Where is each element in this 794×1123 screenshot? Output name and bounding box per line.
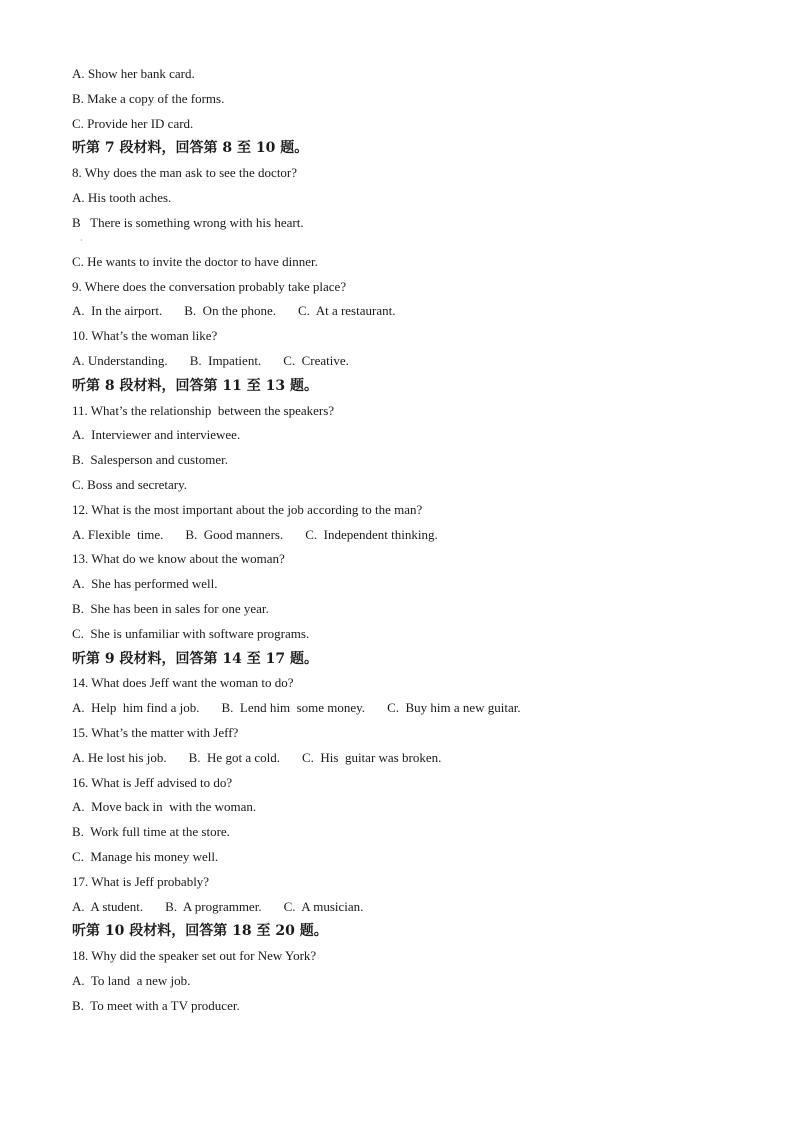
section-heading: 听第 10 段材料，回答第 18 至 20 题。 bbox=[72, 923, 328, 940]
answer-option: A. Show her bank card. bbox=[72, 66, 195, 81]
answer-option: A. His tooth aches. bbox=[72, 189, 172, 205]
answer-options-row bbox=[72, 746, 752, 771]
section-heading: 听第 7 段材料，回答第 8 至 10 题。 bbox=[72, 140, 309, 157]
answer-option: C. Buy him a new guitar. bbox=[387, 700, 521, 716]
answer-option: B. Make a copy of the forms. bbox=[72, 90, 225, 106]
answer-option: B. She has been in sales for one year. bbox=[72, 600, 269, 616]
answer-options-row bbox=[72, 895, 752, 920]
stray-dot: · bbox=[80, 236, 83, 245]
section-heading: 听第 9 段材料，回答第 14 至 17 题。 bbox=[72, 650, 318, 667]
question-text: 14. What does Jeff want the woman to do? bbox=[72, 675, 294, 691]
section-heading: 听第 8 段材料，回答第 11 至 13 题。 bbox=[72, 377, 318, 394]
answer-option: B. Salesperson and customer. bbox=[72, 452, 228, 468]
question-text: 13. What do we know about the woman? bbox=[72, 551, 285, 567]
answer-option: B. To meet with a TV producer. bbox=[72, 997, 240, 1013]
answer-option: C. His guitar was broken. bbox=[301, 749, 442, 765]
answer-option: B. Good manners. bbox=[185, 526, 284, 542]
question-text: 11. What’s the relationship between the speakers? bbox=[72, 402, 335, 418]
question-text: 9. Where does the conversation probably take place? bbox=[72, 278, 347, 294]
question-text: 8. Why does the man ask to see the doctor? bbox=[72, 165, 298, 181]
answer-option: A. He lost his job. bbox=[72, 749, 167, 765]
answer-option: C. Manage his money well. bbox=[72, 848, 219, 864]
answer-option: A. Interviewer and interviewee. bbox=[72, 427, 241, 443]
answer-option: B. Impatient. bbox=[189, 352, 262, 368]
answer-options-row bbox=[72, 349, 752, 374]
answer-option: B. He got a cold. bbox=[188, 749, 280, 765]
answer-option: C. Boss and secretary. bbox=[72, 476, 188, 492]
answer-options-row bbox=[72, 523, 752, 548]
answer-option: B There is something wrong with his heart. bbox=[72, 214, 304, 230]
question-text: 16. What is Jeff advised to do? bbox=[72, 774, 233, 790]
answer-option: A. She has performed well. bbox=[72, 576, 218, 592]
answer-option: A. A student. bbox=[72, 898, 144, 914]
answer-option: B. Work full time at the store. bbox=[72, 824, 230, 840]
answer-option: C. A musician. bbox=[283, 898, 364, 914]
answer-option: A. Move back in with the woman. bbox=[72, 799, 257, 815]
document-page bbox=[72, 62, 752, 1018]
answer-options-row bbox=[72, 696, 752, 721]
answer-option: B. Lend him some money. bbox=[221, 700, 366, 716]
answer-option: B. On the phone. bbox=[184, 303, 276, 319]
answer-option: B. A programmer. bbox=[165, 898, 262, 914]
answer-option: A. Understanding. bbox=[72, 352, 168, 368]
question-text: 18. Why did the speaker set out for New York? bbox=[72, 948, 317, 964]
answer-option: A. Help him find a job. bbox=[72, 700, 200, 716]
answer-option: C. Independent thinking. bbox=[305, 526, 438, 542]
answer-option: A. In the airport. bbox=[72, 303, 163, 319]
answer-option: C. Creative. bbox=[283, 352, 349, 368]
answer-options-row bbox=[72, 299, 752, 324]
answer-option: A. Flexible time. bbox=[72, 526, 164, 542]
answer-option: C. He wants to invite the doctor to have dinner. bbox=[72, 253, 318, 269]
answer-option: C. She is unfamiliar with software programs. bbox=[72, 625, 310, 641]
question-text: 12. What is the most important about the job according to the man? bbox=[72, 501, 423, 517]
answer-option: C. Provide her ID card. bbox=[72, 115, 194, 131]
answer-option: C. At a restaurant. bbox=[297, 303, 396, 319]
question-text: 10. What’s the woman like? bbox=[72, 328, 218, 344]
question-text: 15. What’s the matter with Jeff? bbox=[72, 724, 239, 740]
answer-option: A. To land a new job. bbox=[72, 972, 191, 988]
question-text: 17. What is Jeff probably? bbox=[72, 873, 210, 889]
